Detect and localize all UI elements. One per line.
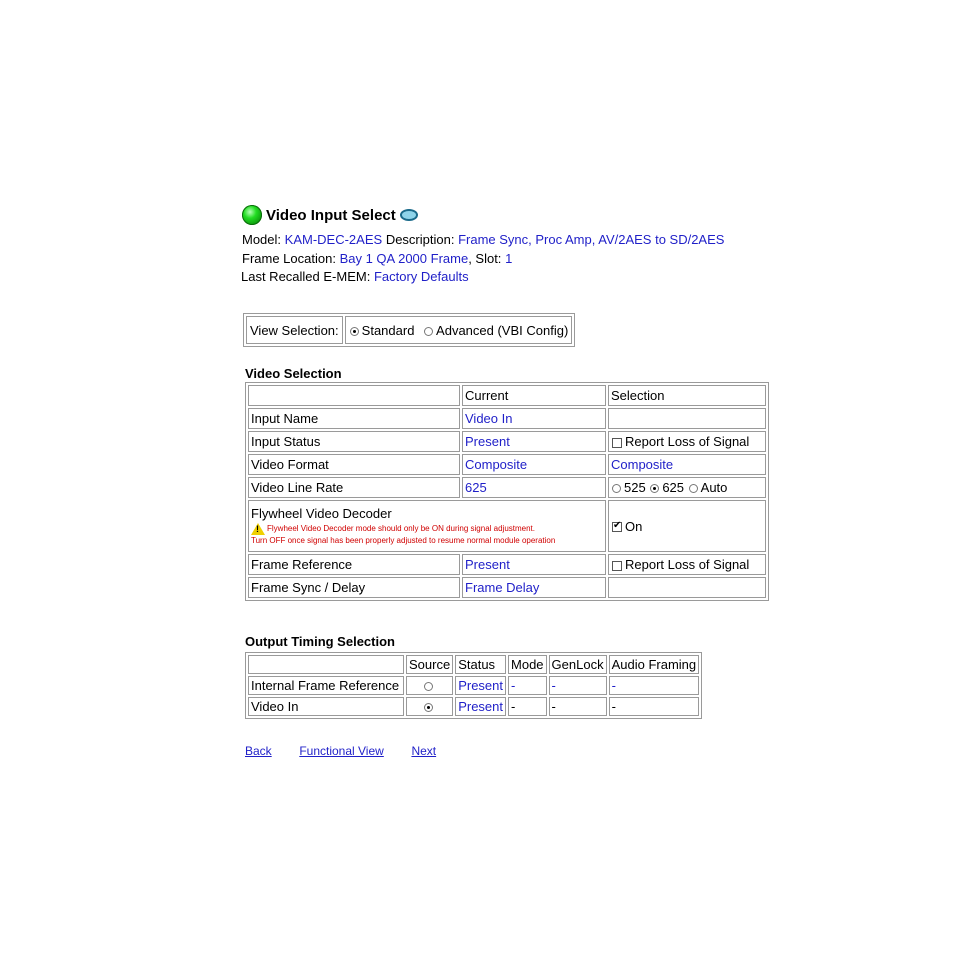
source-internal-radio[interactable] (424, 682, 433, 691)
frame-loss-label: Report Loss of Signal (625, 557, 750, 572)
refresh-icon[interactable] (400, 209, 418, 221)
video-selection-table (245, 382, 769, 601)
flywheel-label: Flywheel Video Decoder (251, 506, 392, 521)
model-value: KAM-DEC-2AES (284, 232, 383, 247)
line-rate-auto-radio[interactable] (689, 484, 698, 493)
table-row (248, 431, 766, 452)
input-name-selection (608, 408, 766, 429)
line-rate-525-label: 525 (624, 480, 646, 495)
video-selection-title: Video Selection (245, 366, 342, 381)
flywheel-cell (248, 500, 606, 552)
ot-header-source: Source (406, 655, 453, 674)
ot-header-status: Status (455, 655, 506, 674)
view-selection-table (243, 313, 575, 347)
frame-sync-label: Frame Sync / Delay (248, 577, 460, 598)
table-row (248, 454, 766, 475)
table-header-row (248, 655, 699, 674)
output-timing-table (245, 652, 702, 719)
line-rate-auto-label: Auto (700, 480, 728, 495)
ot-header-empty (248, 655, 404, 674)
description-label: Description: (385, 232, 455, 247)
ot-header-audio: Audio Framing (609, 655, 700, 674)
emem-value: Factory Defaults (373, 269, 469, 284)
table-row (248, 554, 766, 575)
ot-genlock: - (549, 676, 607, 695)
input-status-selection (608, 431, 766, 452)
flywheel-warning-1: Flywheel Video Decoder mode should only be ON during signal adjustment. (267, 524, 536, 534)
frame-reference-selection (608, 554, 766, 575)
flywheel-selection (608, 500, 766, 552)
table-row (248, 676, 699, 695)
table-row (248, 697, 699, 716)
emem-label: Last Recalled E-MEM: (241, 269, 371, 284)
table-header-row (248, 385, 766, 406)
status-led-icon (242, 205, 262, 225)
ot-audio: - (609, 697, 700, 716)
input-loss-checkbox[interactable] (612, 438, 622, 448)
table-row (248, 500, 766, 552)
output-timing-title: Output Timing Selection (245, 634, 395, 649)
view-standard-radio[interactable] (350, 327, 359, 336)
ot-header-genlock: GenLock (549, 655, 607, 674)
header-empty (248, 385, 460, 406)
emem-line (241, 268, 802, 287)
video-format-selection: Composite (608, 454, 766, 475)
line-rate-current: 625 (462, 477, 606, 498)
model-line (242, 231, 802, 250)
description-value: Frame Sync, Proc Amp, AV/2AES to SD/2AES (458, 232, 725, 247)
flywheel-warning (251, 523, 603, 546)
video-format-label: Video Format (248, 454, 460, 475)
slot-value: 1 (505, 250, 513, 266)
ot-status: Present (455, 676, 506, 695)
input-loss-label: Report Loss of Signal (625, 434, 750, 449)
ot-header-mode: Mode (508, 655, 547, 674)
flywheel-on-checkbox[interactable] (612, 522, 622, 532)
line-rate-525-radio[interactable] (612, 484, 621, 493)
ot-audio: - (609, 676, 700, 695)
ot-status: Present (455, 697, 506, 716)
table-row (248, 477, 766, 498)
input-status-current: Present (462, 431, 606, 452)
page-title: Video Input Select (266, 206, 396, 224)
flywheel-on-label: On (625, 518, 643, 534)
view-standard-label: Standard (361, 322, 415, 338)
ot-mode: - (508, 676, 547, 695)
view-advanced-label: Advanced (VBI Config) (436, 322, 569, 338)
ot-source (406, 676, 453, 695)
video-format-current: Composite (462, 454, 606, 475)
source-video-in-radio[interactable] (424, 703, 433, 712)
warning-icon (251, 523, 265, 535)
location-label: Frame Location: (242, 250, 336, 266)
location-line (242, 250, 802, 269)
header-current: Current (462, 385, 606, 406)
ot-name: Video In (248, 697, 404, 716)
flywheel-warning-2: Turn OFF once signal has been properly adjusted to resume normal module operation (251, 536, 556, 545)
view-advanced-radio[interactable] (424, 327, 433, 336)
line-rate-selection (608, 477, 766, 498)
frame-loss-checkbox[interactable] (612, 561, 622, 571)
header-selection: Selection (608, 385, 766, 406)
page-header (242, 204, 802, 287)
next-link[interactable]: Next (411, 744, 437, 758)
model-label: Model: (242, 232, 282, 247)
back-link[interactable]: Back (245, 744, 272, 758)
frame-sync-current: Frame Delay (462, 577, 606, 598)
view-selection-options (345, 316, 573, 344)
location-value: Bay 1 QA 2000 Frame (339, 250, 469, 266)
functional-view-link[interactable]: Functional View (299, 744, 384, 758)
ot-mode: - (508, 697, 547, 716)
input-name-current: Video In (462, 408, 606, 429)
table-row (248, 577, 766, 598)
input-status-label: Input Status (248, 431, 460, 452)
ot-genlock: - (549, 697, 607, 716)
input-name-label: Input Name (248, 408, 460, 429)
frame-reference-label: Frame Reference (248, 554, 460, 575)
ot-source (406, 697, 453, 716)
frame-sync-selection (608, 577, 766, 598)
line-rate-625-label: 625 (662, 480, 685, 495)
table-row (248, 408, 766, 429)
line-rate-625-radio[interactable] (650, 484, 659, 493)
title-row (242, 204, 802, 226)
nav-links (245, 743, 460, 758)
slot-label: , Slot: (468, 250, 502, 266)
ot-name: Internal Frame Reference (248, 676, 404, 695)
line-rate-label: Video Line Rate (248, 477, 460, 498)
view-selection-label: View Selection: (246, 316, 343, 344)
frame-reference-current: Present (462, 554, 606, 575)
